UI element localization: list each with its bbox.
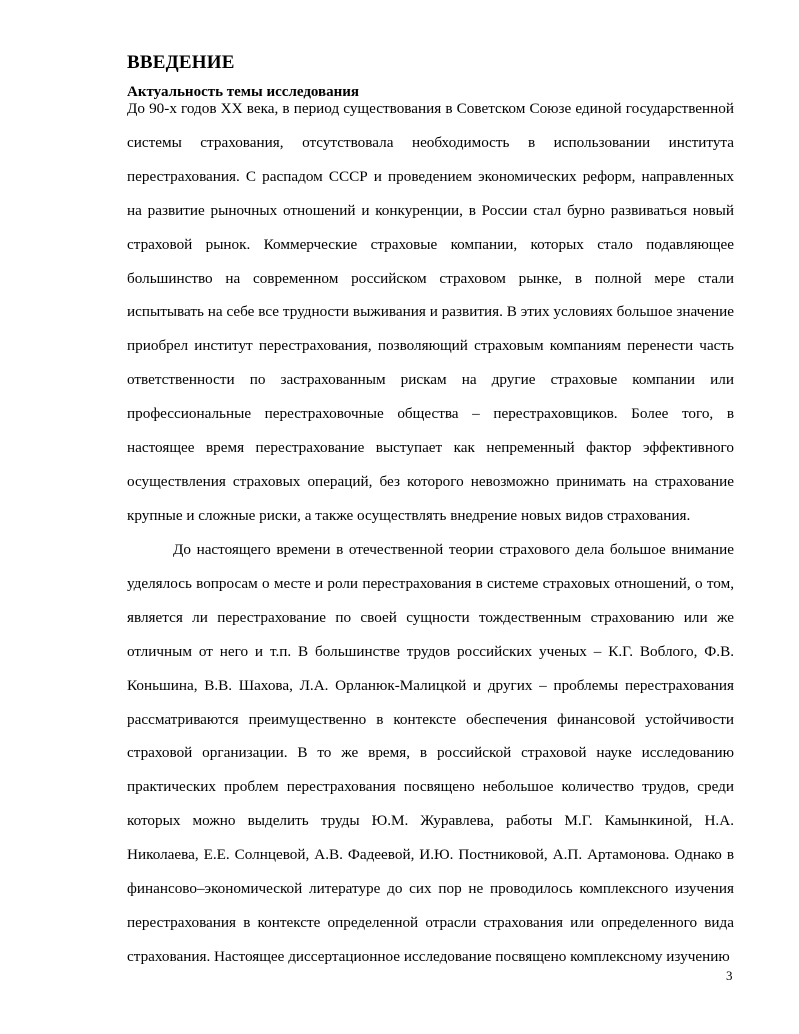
page-title: ВВЕДЕНИЕ — [127, 52, 235, 73]
paragraph-1: До 90-х годов XX века, в период существования в Советском Союзе единой государственной системы страхования, отсутствовала необходимость в использовании института перестрахования. С распадом СССР и проведением экономических реформ, направленных на развитие рыночных отношений и конкуренции, в России стал бурно развиваться новый страховой рынок. Коммерческие страховые компании, которых стало подавляющее большинство на современном российском страховом рынке, в полной мере стали испытывать на себе все трудности выживания и развития. В этих условиях большое значение приобрел институт перестрахования, позволяющий страховым компаниям перенести часть ответственности по застрахованным рискам на другие страховые компании или профессиональные перестраховочные общества – перестраховщиков. Более того, в настоящее время перестрахование выступает как непременный фактор эффективного осуществления страховых операций, без которого невозможно принимать на страхование крупные и сложные риски, а также осуществлять внедрение новых видов страхования. — [127, 100, 734, 524]
page-number: 3 — [726, 968, 733, 983]
section-subtitle: Актуальность темы исследования — [127, 84, 360, 100]
paragraph-2: До настоящего времени в отечественной теории страхового дела большое внимание уделялось вопросам о месте и роли перестрахования в системе страховых отношений, о том, является ли перестрахование по своей сущности тождественным страхованию или же отличным от него и т.п. В большинстве трудов российских ученых – К.Г. Воблого, Ф.В. Коньшина, В.В. Шахова, Л.А. Орланюк-Малицкой и других – проблемы перестрахования рассматриваются преимущественно в контексте обеспечения финансовой устойчивости страховой организации. В то же время, в российской страховой науке исследованию практических проблем перестрахования посвящено небольшое количество трудов, среди которых можно выделить труды Ю.М. Журавлева, работы М.Г. Камынкиной, Н.А. Николаева, Е.Е. Солнцевой, А.В. Фадеевой, И.Ю. Постниковой, А.П. Артамонова. Однако в финансово–экономической литературе до сих пор не проводилось комплексного изучения перестрахования в контексте определенной отрасли страхования или определенного вида страхования. Настоящее диссертационное исследование посвящено комплексному изучению — [127, 541, 734, 965]
